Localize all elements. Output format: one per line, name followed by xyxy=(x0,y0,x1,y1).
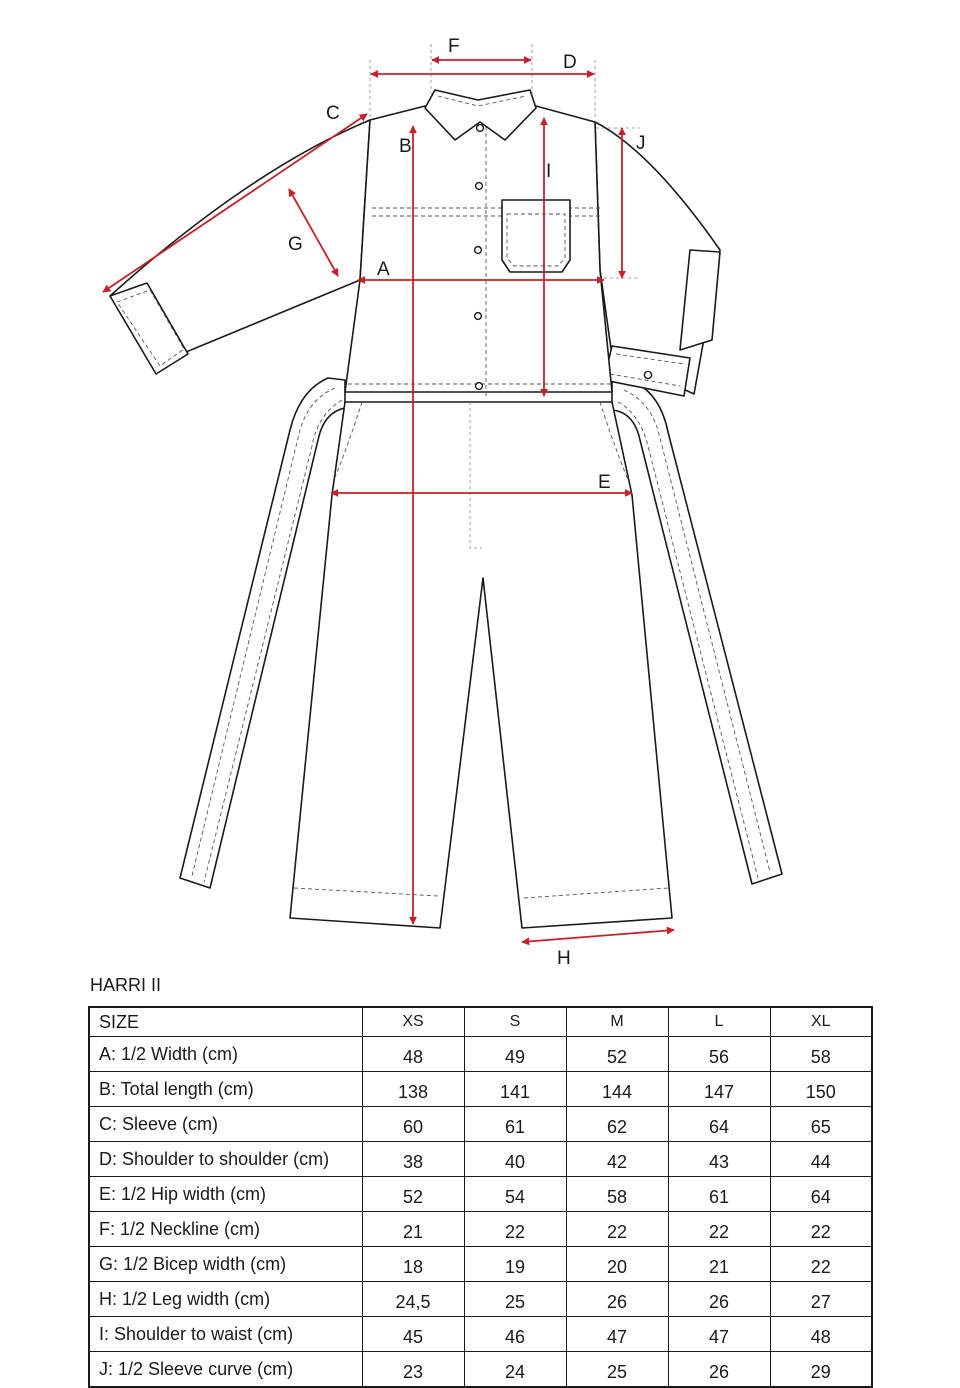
table-row xyxy=(89,1107,872,1142)
cell-xs: 48 xyxy=(362,1037,464,1072)
cell-xs: 18 xyxy=(362,1247,464,1282)
size-header-xs: XS xyxy=(362,1007,464,1037)
cell-s: 22 xyxy=(464,1212,566,1247)
cell-s: 46 xyxy=(464,1317,566,1352)
trousers xyxy=(290,402,672,928)
size-header-xl: XL xyxy=(770,1007,872,1037)
cell-l: 43 xyxy=(668,1142,770,1177)
table-row xyxy=(89,1247,872,1282)
row-label: F: 1/2 Neckline (cm) xyxy=(89,1212,362,1247)
size-chart-table xyxy=(88,1006,873,1388)
cell-xl: 150 xyxy=(770,1072,872,1107)
cell-xs: 23 xyxy=(362,1352,464,1388)
shirt-body xyxy=(345,90,612,398)
cell-xs: 138 xyxy=(362,1072,464,1107)
left-sleeve xyxy=(110,120,370,374)
cell-l: 61 xyxy=(668,1177,770,1212)
cell-xl: 27 xyxy=(770,1282,872,1317)
table-row xyxy=(89,1142,872,1177)
row-label: B: Total length (cm) xyxy=(89,1072,362,1107)
cell-xl: 65 xyxy=(770,1107,872,1142)
cell-l: 147 xyxy=(668,1072,770,1107)
cell-m: 25 xyxy=(566,1352,668,1388)
cell-m: 58 xyxy=(566,1177,668,1212)
row-label: G: 1/2 Bicep width (cm) xyxy=(89,1247,362,1282)
table-row xyxy=(89,1212,872,1247)
table-row xyxy=(89,1177,872,1212)
label-f: F xyxy=(448,36,460,57)
cell-m: 144 xyxy=(566,1072,668,1107)
cell-xl: 22 xyxy=(770,1247,872,1282)
label-c: C xyxy=(326,103,340,124)
style-name: HARRI II xyxy=(90,975,162,995)
cell-xs: 52 xyxy=(362,1177,464,1212)
row-label: E: 1/2 Hip width (cm) xyxy=(89,1177,362,1212)
size-header-row xyxy=(89,1007,872,1037)
row-label: D: Shoulder to shoulder (cm) xyxy=(89,1142,362,1177)
cell-xl: 22 xyxy=(770,1212,872,1247)
cell-xl: 29 xyxy=(770,1352,872,1388)
cell-s: 54 xyxy=(464,1177,566,1212)
cell-m: 26 xyxy=(566,1282,668,1317)
label-j: J xyxy=(636,133,646,154)
row-label: J: 1/2 Sleeve curve (cm) xyxy=(89,1352,362,1388)
cell-s: 49 xyxy=(464,1037,566,1072)
size-header-s: S xyxy=(464,1007,566,1037)
row-label: I: Shoulder to waist (cm) xyxy=(89,1317,362,1352)
cell-l: 47 xyxy=(668,1317,770,1352)
cell-m: 20 xyxy=(566,1247,668,1282)
cell-s: 141 xyxy=(464,1072,566,1107)
cell-l: 64 xyxy=(668,1107,770,1142)
cell-xl: 64 xyxy=(770,1177,872,1212)
cell-xs: 45 xyxy=(362,1317,464,1352)
size-header-l: L xyxy=(668,1007,770,1037)
cell-s: 25 xyxy=(464,1282,566,1317)
row-label: H: 1/2 Leg width (cm) xyxy=(89,1282,362,1317)
size-header-label: SIZE xyxy=(89,1007,362,1037)
table-row xyxy=(89,1282,872,1317)
cell-xl: 58 xyxy=(770,1037,872,1072)
cell-xs: 60 xyxy=(362,1107,464,1142)
cell-s: 61 xyxy=(464,1107,566,1142)
size-header-m: M xyxy=(566,1007,668,1037)
measure-line-h xyxy=(522,930,674,942)
label-h: H xyxy=(557,948,571,969)
row-label: C: Sleeve (cm) xyxy=(89,1107,362,1142)
table-row xyxy=(89,1072,872,1107)
cell-l: 22 xyxy=(668,1212,770,1247)
cell-s: 24 xyxy=(464,1352,566,1388)
label-a: A xyxy=(377,259,390,280)
table-row xyxy=(89,1037,872,1072)
table-row xyxy=(89,1317,872,1352)
cell-l: 56 xyxy=(668,1037,770,1072)
label-i: I xyxy=(546,161,552,182)
cell-s: 40 xyxy=(464,1142,566,1177)
cell-m: 62 xyxy=(566,1107,668,1142)
right-sleeve xyxy=(595,122,720,396)
label-b: B xyxy=(399,136,412,157)
row-label: A: 1/2 Width (cm) xyxy=(89,1037,362,1072)
cell-xs: 38 xyxy=(362,1142,464,1177)
cell-l: 26 xyxy=(668,1352,770,1388)
cell-s: 19 xyxy=(464,1247,566,1282)
cell-m: 42 xyxy=(566,1142,668,1177)
cell-xs: 24,5 xyxy=(362,1282,464,1317)
label-e: E xyxy=(598,472,611,493)
cell-m: 52 xyxy=(566,1037,668,1072)
cell-l: 26 xyxy=(668,1282,770,1317)
cell-m: 47 xyxy=(566,1317,668,1352)
label-g: G xyxy=(288,234,303,255)
cell-l: 21 xyxy=(668,1247,770,1282)
label-d: D xyxy=(563,52,577,73)
cell-m: 22 xyxy=(566,1212,668,1247)
cell-xl: 48 xyxy=(770,1317,872,1352)
cell-xl: 44 xyxy=(770,1142,872,1177)
cell-xs: 21 xyxy=(362,1212,464,1247)
